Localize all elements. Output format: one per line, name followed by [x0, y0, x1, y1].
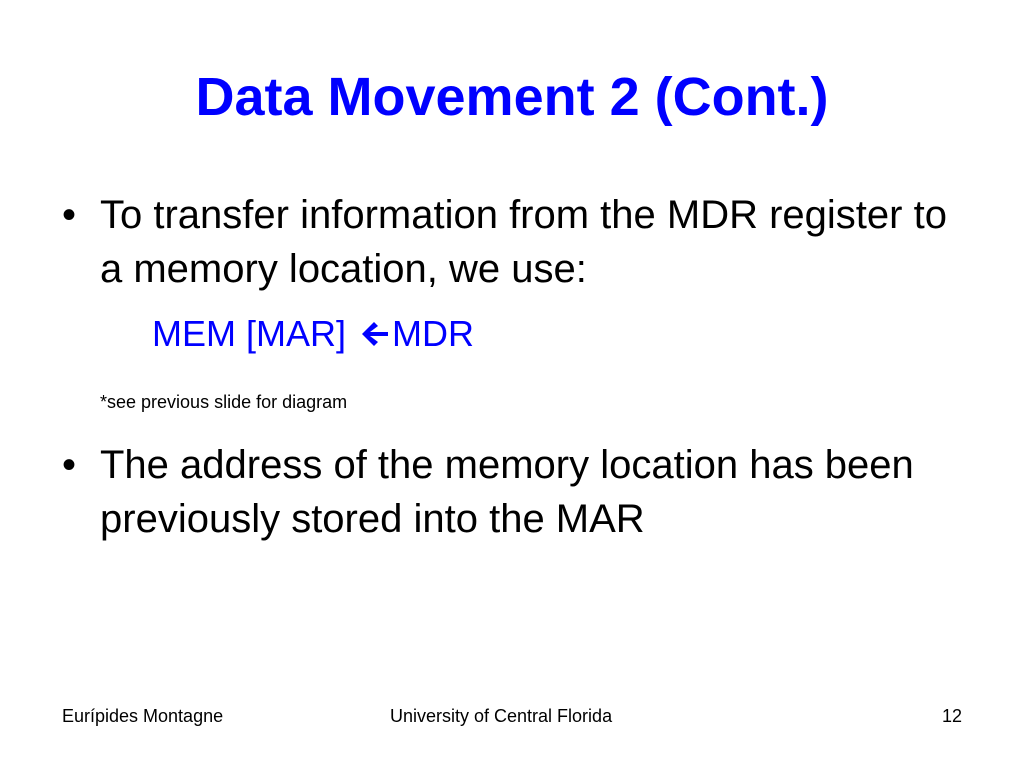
bullet-text: To transfer information from the MDR register to a memory location, we use: — [100, 193, 947, 291]
bullet-item — [62, 188, 962, 296]
footer-author: Eurípides Montagne — [62, 706, 224, 726]
register-transfer-expression — [152, 308, 474, 362]
bullet-item — [62, 438, 962, 546]
expression-destination: MEM [MAR] — [152, 313, 356, 354]
bullet-marker: • — [62, 193, 77, 237]
expression-source: MDR — [392, 313, 474, 354]
slide-title: Data Movement 2 (Cont.) — [195, 67, 829, 127]
page-number: 12 — [941, 706, 962, 726]
diagram-note: *see previous slide for diagram — [100, 392, 348, 412]
bullet-text: The address of the memory location has been previously stored into the MAR — [100, 443, 914, 541]
bullet-marker: • — [62, 443, 77, 487]
left-arrow-icon — [360, 310, 390, 362]
footer-institution: University of Central Florida — [390, 706, 613, 726]
